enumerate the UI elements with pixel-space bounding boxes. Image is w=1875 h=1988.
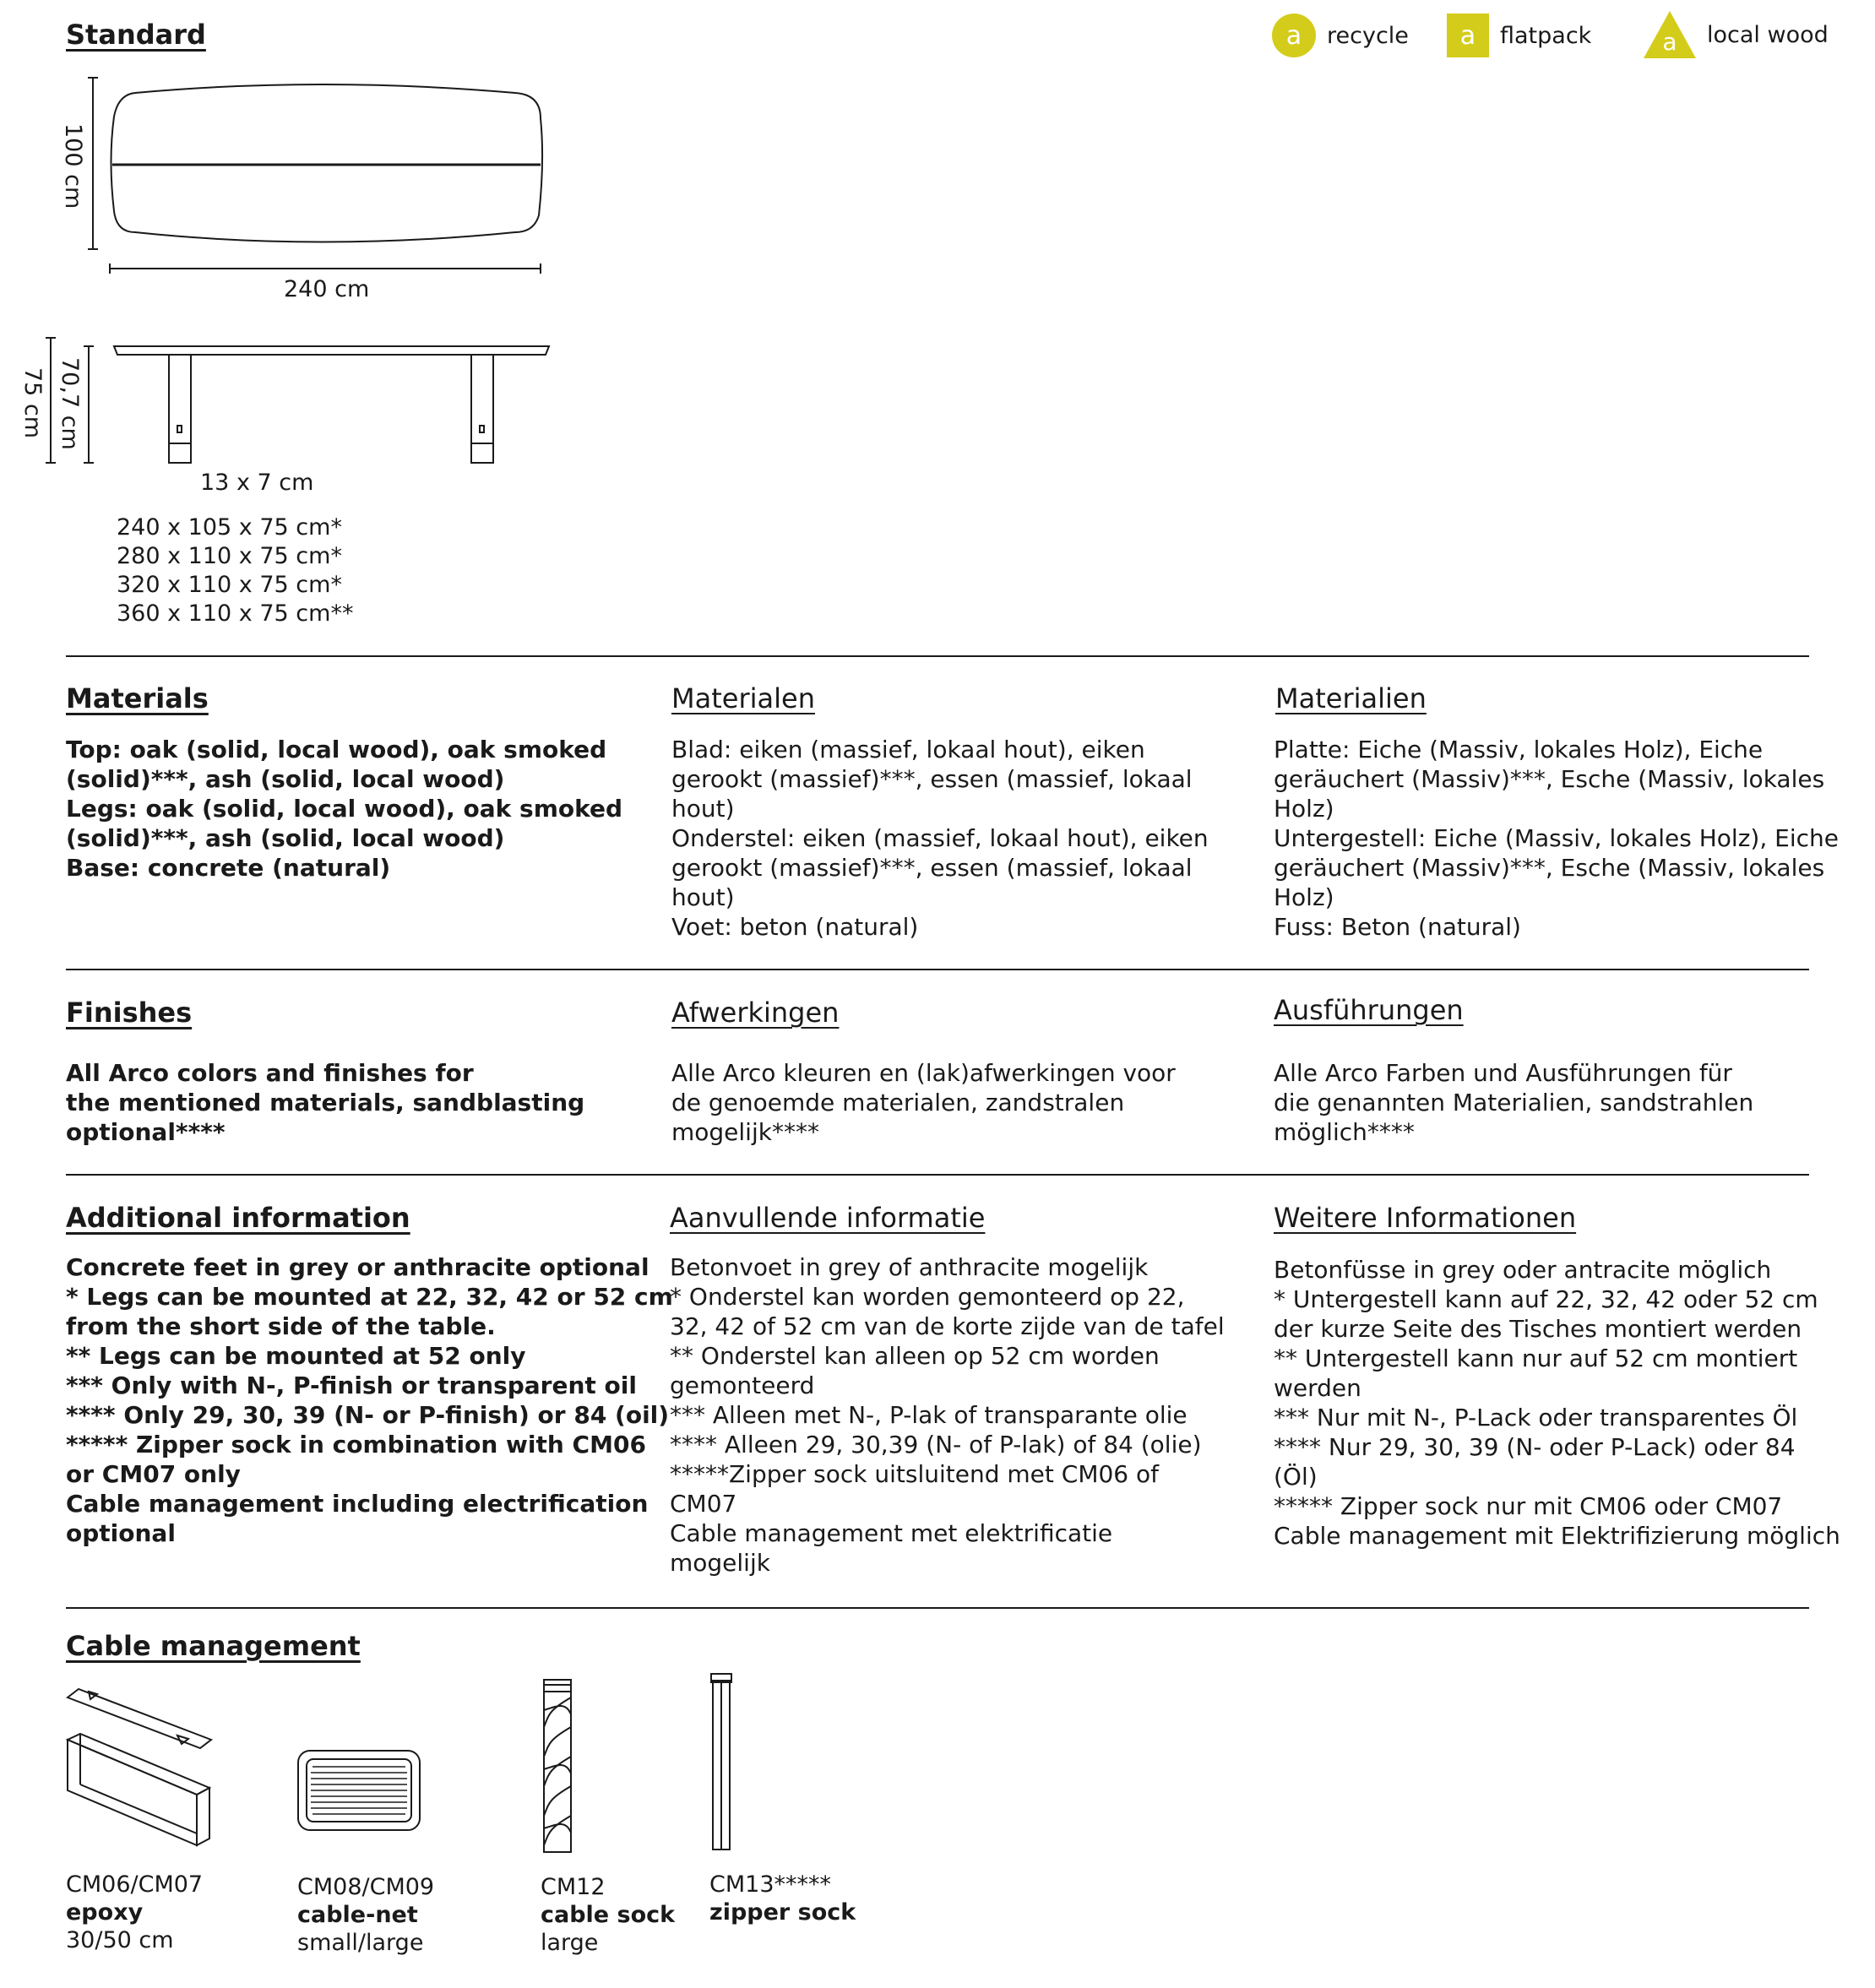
svg-text:a: a bbox=[1459, 21, 1476, 51]
additional-text-nl: Betonvoet in grey of anthracite mogelijk * Onderstel kan worden gemonteerd op 22, 32, 42 of 52 cm van de korte zijde van de tafel ** Onderstel kan alleen op 52 cm worden gemonteerd *** Alleen met N-, P-lak of transparante olie **** Alleen 29, 30,39 (N- of P-lak) of 84 (olie) *****Zipper sock uitsluitend met CM06 of CM07 Cable management met elektrificatie mogelijk bbox=[670, 1253, 1225, 1577]
badge-recycle bbox=[1271, 13, 1409, 58]
finishes-title-de: Ausführungen bbox=[1274, 994, 1464, 1026]
materials-text-nl: Blad: eiken (massief, lokaal hout), eiken gerookt (massief)***, essen (massief, lokaal hout) Onderstel: eiken (massief, lokaal hout), eiken gerookt (massief)***, essen (massief, lokaal hout) Voet: beton (natural) bbox=[671, 736, 1209, 941]
section-title-standard: Standard bbox=[66, 19, 206, 51]
finishes-title-en: Finishes bbox=[66, 997, 193, 1029]
cable-item-size: small/large bbox=[297, 1930, 424, 1956]
finishes-title-nl: Afwerkingen bbox=[671, 997, 840, 1029]
cable-item-code: CM13***** bbox=[709, 1871, 832, 1898]
materials-title-en: Materials bbox=[66, 682, 209, 714]
cable-item-size: large bbox=[541, 1930, 599, 1956]
size-item: 360 x 110 x 75 cm** bbox=[117, 600, 354, 627]
cable-item-code: CM12 bbox=[541, 1874, 606, 1900]
cable-item-name: zipper sock bbox=[709, 1899, 856, 1926]
additional-text-en: Concrete feet in grey or anthracite optional * Legs can be mounted at 22, 32, 42 or 52 cm from the short side of the table. ** Legs can be mounted at 52 only *** Only with N-, P-finish or transparent oil **** Only 29, 30, 39 (N- or P-finish) or 84 (oil) ***** Zipper sock in combination with CM06 or CM07 only Cable management including electrification optional bbox=[66, 1253, 673, 1547]
size-item: 240 x 105 x 75 cm* bbox=[117, 514, 342, 540]
size-item: 320 x 110 x 75 cm* bbox=[117, 572, 342, 598]
cable-item-name: cable-net bbox=[297, 1902, 418, 1928]
zipper-sock-icon bbox=[709, 1672, 735, 1854]
additional-title-de: Weitere Informationen bbox=[1274, 1202, 1577, 1234]
cable-item-zipper-sock bbox=[709, 1871, 856, 1926]
cable-item-code: CM06/CM07 bbox=[66, 1871, 204, 1898]
badge-label: local wood bbox=[1707, 21, 1829, 48]
cable-item-epoxy bbox=[66, 1871, 203, 1954]
epoxy-tray-icon bbox=[63, 1685, 215, 1854]
additional-title-nl: Aanvullende informatie bbox=[670, 1202, 986, 1234]
table-drawing bbox=[0, 68, 591, 473]
materials-title-de: Materialien bbox=[1275, 682, 1427, 714]
total-height-label: 75 cm bbox=[19, 367, 46, 439]
size-list bbox=[117, 513, 353, 628]
svg-text:a: a bbox=[1285, 21, 1302, 51]
badge-local-wood bbox=[1643, 10, 1829, 59]
table-side-view bbox=[46, 338, 549, 473]
finishes-text-de: Alle Arco Farben und Ausführungen für die genannten Materialien, sandstrahlen möglich**** bbox=[1274, 1059, 1754, 1146]
finishes-text-en: All Arco colors and finishes for the mentioned materials, sandblasting optional**** bbox=[66, 1059, 585, 1146]
finishes-text-nl: Alle Arco kleuren en (lak)afwerkingen voor de genoemde materialen, zandstralen mogelijk**** bbox=[671, 1059, 1176, 1146]
divider bbox=[66, 1607, 1809, 1609]
materials-text-en: Top: oak (solid, local wood), oak smoked (solid)***, ash (solid, local wood) Legs: oak (solid, local wood), oak smoked (solid)***, ash (solid, local wood) Base: concrete (natural) bbox=[66, 736, 623, 882]
leg-height-label: 70,7 cm bbox=[57, 357, 83, 450]
badge-label: flatpack bbox=[1500, 22, 1592, 49]
badge-label: recycle bbox=[1327, 22, 1409, 49]
recycle-icon bbox=[1271, 13, 1317, 58]
local-wood-icon bbox=[1643, 10, 1697, 59]
cable-item-cable-sock bbox=[541, 1873, 675, 1957]
cable-item-size: 30/50 cm bbox=[66, 1927, 174, 1953]
cable-net-icon bbox=[296, 1748, 422, 1833]
divider bbox=[66, 1174, 1809, 1176]
cable-item-name: epoxy bbox=[66, 1899, 144, 1926]
svg-text:a: a bbox=[1662, 28, 1677, 56]
size-item: 280 x 110 x 75 cm* bbox=[117, 543, 342, 569]
additional-title-en: Additional information bbox=[66, 1202, 410, 1234]
badge-flatpack bbox=[1446, 13, 1591, 58]
divider bbox=[66, 655, 1809, 657]
materials-title-nl: Materialen bbox=[671, 682, 815, 714]
additional-text-de: Betonfüsse in grey oder antracite möglich * Untergestell kann auf 22, 32, 42 oder 52 cm der kurze Seite des Tisches montiert werden ** Untergestell kann nur auf 52 cm montiert werden *** Nur mit N-, P-Lack oder transparentes Öl **** Nur 29, 30, 39 (N- oder P-Lack) oder 84 (Öl) ***** Zipper sock nur mit CM06 oder CM07 Cable management mit Elektrifizierung möglich bbox=[1274, 1256, 1840, 1550]
cable-management-title: Cable management bbox=[66, 1630, 361, 1662]
table-top-view bbox=[88, 78, 542, 274]
depth-label: 100 cm bbox=[60, 123, 86, 209]
cable-item-name: cable sock bbox=[541, 1902, 676, 1928]
cable-item-code: CM08/CM09 bbox=[297, 1874, 435, 1900]
materials-text-de: Platte: Eiche (Massiv, lokales Holz), Eiche geräuchert (Massiv)***, Esche (Massiv, lokales Holz) Untergestell: Eiche (Massiv, lokales Holz), Eiche geräuchert (Massiv)***, Esche (Massiv, lokales Holz) Fuss: Beton (natural) bbox=[1274, 736, 1839, 941]
flatpack-icon bbox=[1446, 13, 1490, 58]
cable-sock-icon bbox=[541, 1676, 574, 1855]
cable-item-cable-net bbox=[297, 1873, 434, 1957]
leg-section-label: 13 x 7 cm bbox=[200, 470, 314, 496]
width-label: 240 cm bbox=[284, 276, 370, 302]
divider bbox=[66, 969, 1809, 970]
